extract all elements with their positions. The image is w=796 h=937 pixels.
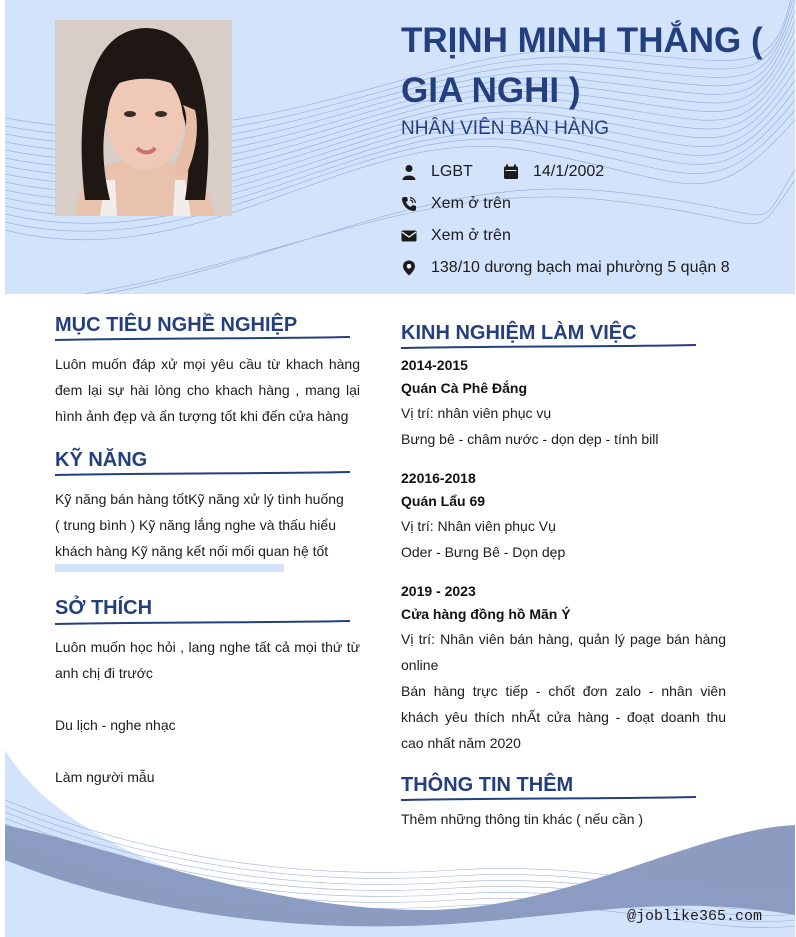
- job-2-duties: Oder - Bưng Bê - Dọn dẹp: [401, 544, 566, 560]
- skills-text: Kỹ năng bán hàng tốtKỹ năng xử lý tình huống ( trung bình ) Kỹ năng lắng nghe và thấu hiểu khách hàng Kỹ năng kết nối mối quan hệ tốt: [55, 491, 344, 559]
- contact-email: [401, 227, 511, 245]
- hobby-item-2: Du lịch - nghe nhạc: [55, 717, 176, 733]
- job-2-company: Quán Lẩu 69: [401, 493, 486, 509]
- calendar-icon: [503, 164, 519, 180]
- address-value: 138/10 dương bạch mai phường 5 quận 8: [431, 259, 730, 276]
- contact-birthdate: [503, 163, 604, 181]
- job-1-duties: Bưng bê - châm nước - dọn dẹp - tính bill: [401, 431, 659, 447]
- additional-text: Thêm những thông tin khác ( nếu cần ): [401, 811, 644, 827]
- additional-underline: [401, 796, 696, 802]
- job-3-duties: Bán hàng trực tiếp - chốt đơn zalo - nhân viên khách yêu thích nhẤt cửa hàng - đoạt doanh thu cao nhất năm 2020: [401, 683, 726, 751]
- location-pin-icon: [401, 260, 417, 276]
- job-1-period: 2014-2015: [401, 357, 468, 373]
- objective-text: Luôn muốn đáp xử mọi yêu cầu từ khach hàng đem lại sự hài lòng cho khach hàng , mang lại hình ảnh đẹp và ấn tượng tốt khi đến cửa hàng: [55, 356, 360, 424]
- hobbies-title: SỞ THÍCH: [55, 597, 153, 619]
- birthdate-value: 14/1/2002: [533, 163, 605, 180]
- experience-underline: [401, 344, 696, 350]
- phone-value: Xem ở trên: [431, 195, 511, 212]
- contact-gender: [401, 163, 473, 181]
- phone-icon: [401, 196, 417, 212]
- hobbies-underline: [55, 620, 350, 626]
- experience-title: KINH NGHIỆM LÀM VIỆC: [401, 322, 637, 344]
- gender-value: LGBT: [431, 163, 473, 180]
- contact-address: [401, 259, 730, 277]
- job-2-period: 22016-2018: [401, 470, 476, 486]
- job-title: NHÂN VIÊN BÁN HÀNG: [401, 118, 609, 139]
- additional-title: THÔNG TIN THÊM: [401, 774, 574, 796]
- skills-underline: [55, 471, 350, 477]
- contact-phone: [401, 195, 511, 213]
- job-3-position: Vị trí: Nhân viên bán hàng, quản lý page bán hàng online: [401, 631, 726, 673]
- objective-underline: [55, 336, 350, 342]
- skill-level-bar: [55, 564, 284, 572]
- watermark: @joblike365.com: [627, 908, 763, 925]
- skills-title: KỸ NĂNG: [55, 449, 148, 471]
- hobby-item-3: Làm người mẫu: [55, 769, 155, 785]
- profile-photo: [55, 20, 232, 216]
- job-3-period: 2019 - 2023: [401, 583, 476, 599]
- objective-title: MỤC TIÊU NGHỀ NGHIỆP: [55, 314, 298, 336]
- job-3-company: Cửa hàng đồng hồ Mãn Ý: [401, 606, 571, 622]
- candidate-name: TRỊNH MINH THẮNG ( GIA NGHI ): [401, 21, 763, 110]
- email-value: Xem ở trên: [431, 227, 511, 244]
- cv-page: [5, 0, 795, 937]
- job-1-company: Quán Cà Phê Đắng: [401, 380, 528, 396]
- job-1-position: Vị trí: nhân viên phục vụ: [401, 405, 552, 421]
- person-icon: [401, 164, 417, 180]
- hobby-item-1: Luôn muốn học hỏi , lang nghe tất cả mọi thứ từ anh chị đi trước: [55, 639, 360, 681]
- envelope-icon: [401, 228, 417, 244]
- job-2-position: Vị trí: Nhân viên phục Vụ: [401, 518, 556, 534]
- portrait-image: [55, 20, 232, 216]
